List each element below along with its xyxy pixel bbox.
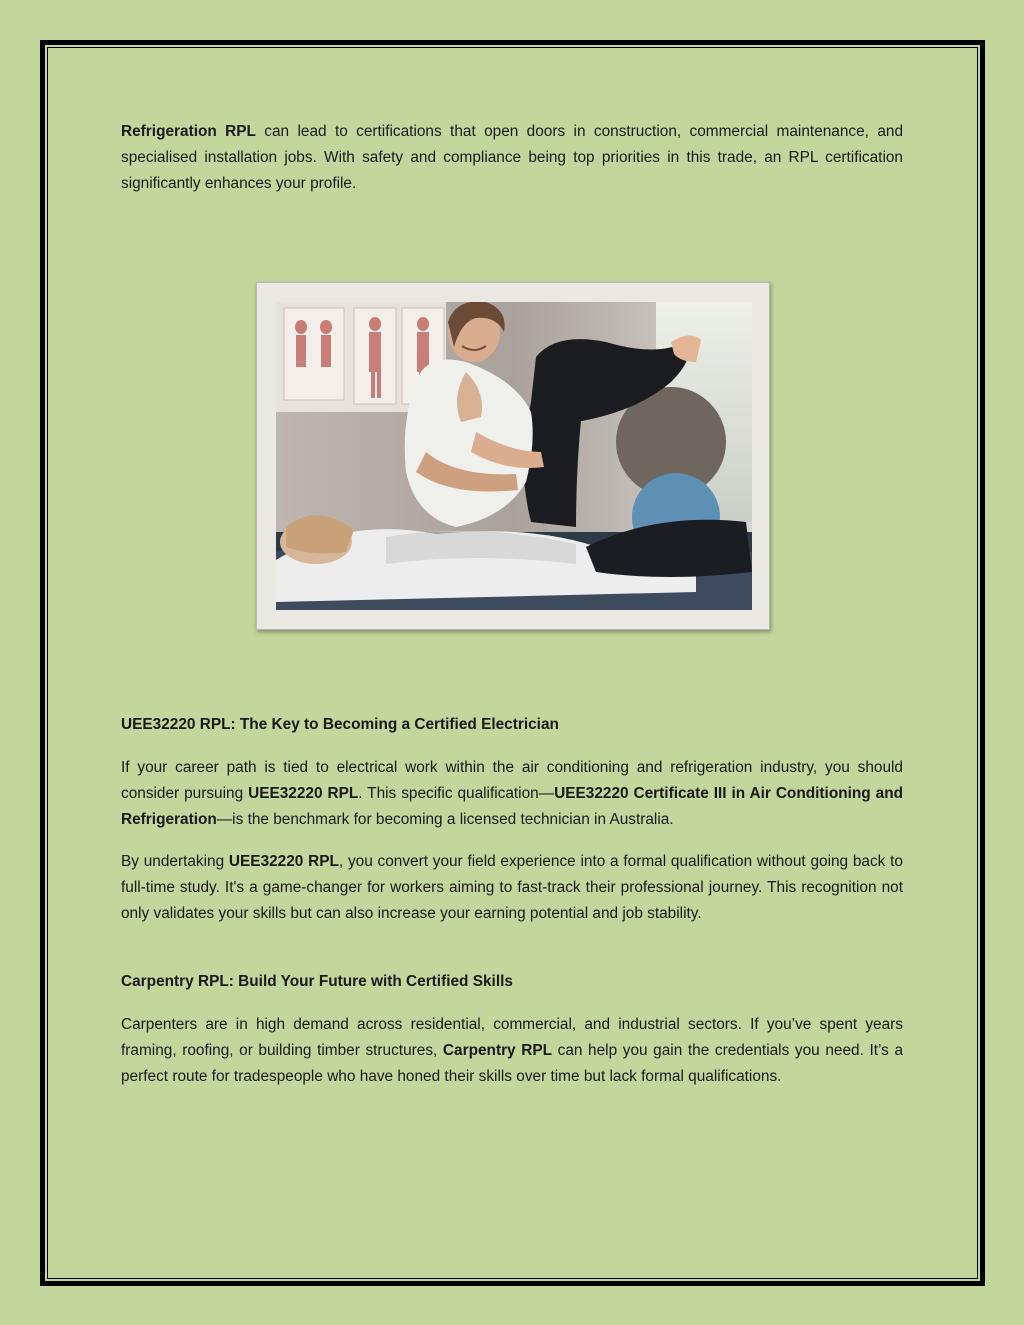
text-segment: . This specific qualification— bbox=[358, 785, 555, 802]
intro-text: can lead to certifications that open doors in construction, commercial maintenance, and specialised installation jobs. With safety and compliance being top priorities in this trade, an RPL certification significantly enhances your profile. bbox=[121, 123, 904, 192]
refrigeration-rpl-bold: Refrigeration RPL bbox=[121, 123, 256, 140]
carpentry-rpl-bold: Carpentry RPL bbox=[442, 1042, 553, 1059]
text-segment: By undertaking bbox=[121, 853, 229, 870]
physio-illustration bbox=[276, 302, 752, 610]
certificate-title-bold: UEE32220 Certificate III in Air Conditioning and Refrigeration bbox=[121, 785, 903, 828]
uee32220-paragraph-1 bbox=[121, 755, 903, 833]
physiotherapy-photo-frame bbox=[256, 282, 770, 630]
section-heading-uee32220: UEE32220 RPL: The Key to Becoming a Certified Electrician bbox=[121, 716, 559, 733]
text-segment: If your career path is tied to electrical work within the air conditioning and refrigeration industry, you should consider pursuing bbox=[121, 759, 903, 802]
text-segment: —is the benchmark for becoming a licensed technician in Australia. bbox=[216, 811, 674, 828]
uee32220-paragraph-2 bbox=[121, 849, 903, 927]
text-segment: can help you gain the credentials you need. It’s a perfect route for tradespeople who have honed their skills over time but lack formal qualifications. bbox=[121, 1042, 903, 1085]
page-border-inner bbox=[47, 47, 978, 1279]
text-segment: , you convert your field experience into a formal qualification without going back to full-time study. It's a game-changer for workers aiming to fast-track their professional journey. This recognition not only validates your skills but can also increase your earning potential and job stability. bbox=[121, 853, 903, 922]
uee32220-rpl-bold: UEE32220 RPL bbox=[228, 853, 339, 870]
text-segment: Carpenters are in high demand across residential, commercial, and industrial sectors. If you’ve spent years framing, roofing, or building timber structures, bbox=[121, 1016, 903, 1059]
carpentry-paragraph bbox=[121, 1012, 903, 1090]
uee32220-rpl-bold: UEE32220 RPL bbox=[248, 785, 359, 802]
intro-paragraph bbox=[121, 119, 903, 197]
section-heading-carpentry: Carpentry RPL: Build Your Future with Certified Skills bbox=[121, 973, 513, 990]
physiotherapy-photo bbox=[276, 302, 752, 610]
